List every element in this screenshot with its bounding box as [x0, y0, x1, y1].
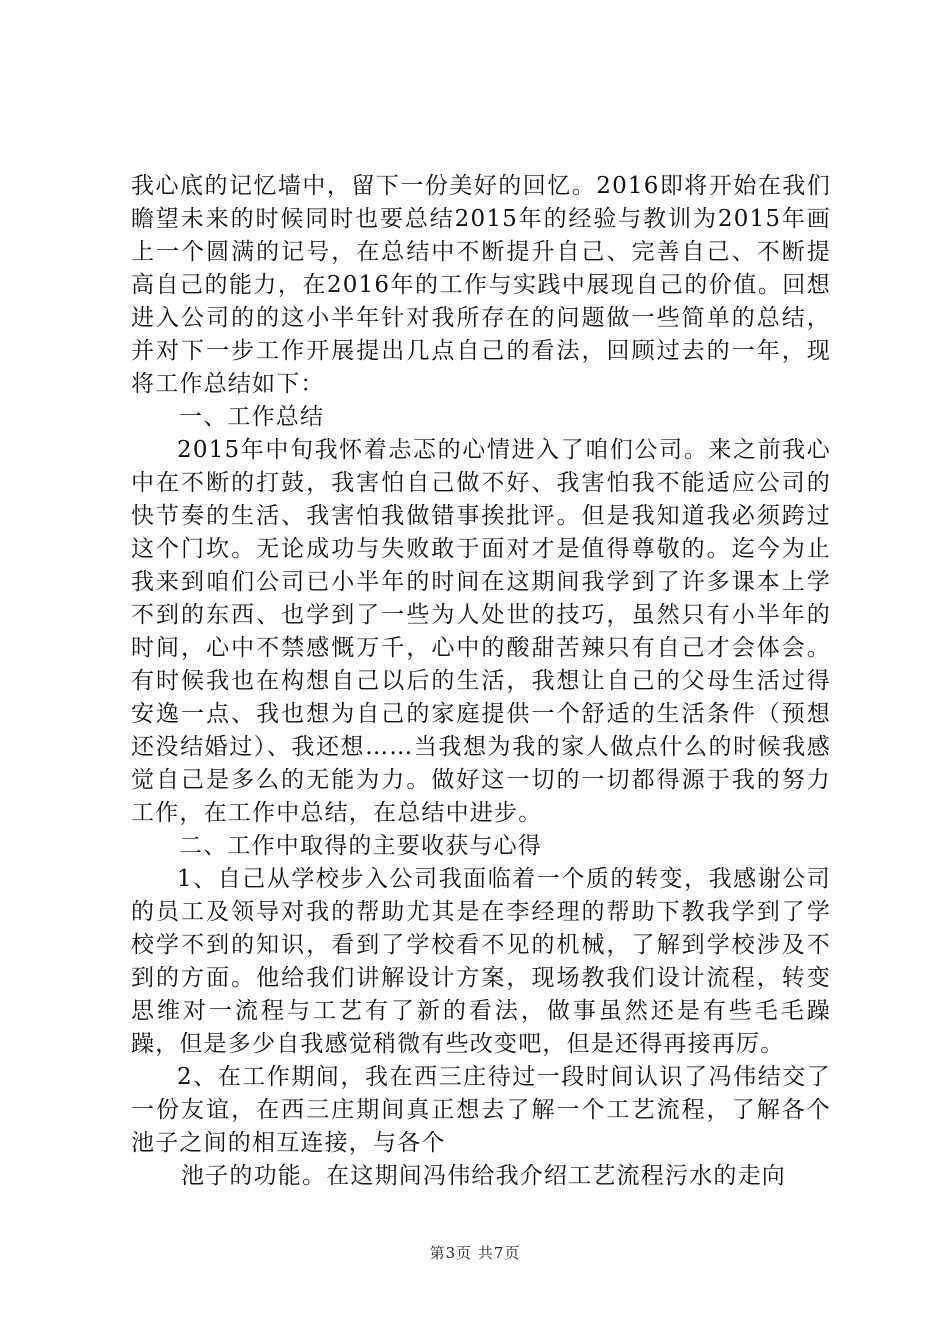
- paragraph-intro: 我心底的记忆墙中，留下一份美好的回忆。2016即将开始在我们瞻望未来的时候同时也要总结2015年的经验与教训为2015年画上一个圆满的记号，在总结中不断提升自己、完善自己、不断提高自己的能力，在2016年的工作与实践中展现自己的价值。回想进入公司的的这小半年针对我所存在的问题做一些简单的总结，并对下一步工作开展提出几点自己的看法，回顾过去的一年，现将工作总结如下：: [131, 173, 831, 397]
- document-body: [131, 170, 831, 1193]
- section-heading-work-summary: 一、工作总结: [179, 404, 325, 430]
- section-heading-gains: 二、工作中取得的主要收获与心得: [179, 833, 542, 859]
- paragraph-gain-2: 2、在工作期间，我在西三庄待过一段时间认识了冯伟结交了一份友谊，在西三庄期间真正想去了解一个工艺流程，了解各个池子之间的相互连接，与各个: [131, 1064, 831, 1156]
- paragraph-gain-2-continued: 池子的功能。在这期间冯伟给我介绍工艺流程污水的走向: [181, 1163, 786, 1189]
- paragraph-gain-1: 1、自己从学校步入公司我面临着一个质的转变，我感谢公司的员工及领导对我的帮助尤其是在李经理的帮助下教我学到了学校学不到的知识，看到了学校看不见的机械，了解到学校涉及不到的方面。他给我们讲解设计方案，现场教我们设计流程，转变思维对一流程与工艺有了新的看法，做事虽然还是有些毛毛躁躁，但是多少自我感觉稍微有些改变吧，但是还得再接再厉。: [131, 866, 831, 1057]
- paragraph-work-summary: 2015年中旬我怀着忐忑的心情进入了咱们公司。来之前我心中在不断的打鼓，我害怕自己做不好、我害怕我不能适应公司的快节奏的生活、我害怕我做错事挨批评。但是我知道我必须跨过这个门坎。无论成功与失败敢于面对才是值得尊敬的。迄今为止我来到咱们公司已小半年的时间在这期间我学到了许多课本上学不到的东西、也学到了一些为人处世的技巧，虽然只有小半年的时间，心中不禁感慨万千，心中的酸甜苦辣只有自己才会体会。有时候我也在构想自己以后的生活，我想让自己的父母生活过得安逸一点、我也想为自己的家庭提供一个舒适的生活条件（预想还没结婚过）、我还想……当我想为我的家人做点什么的时候我感觉自己是多么的无能为力。做好这一切的一切都得源于我的努力工作，在工作中总结，在总结中进步。: [131, 437, 831, 826]
- page-number-footer: 第3页 共7页: [429, 1244, 521, 1262]
